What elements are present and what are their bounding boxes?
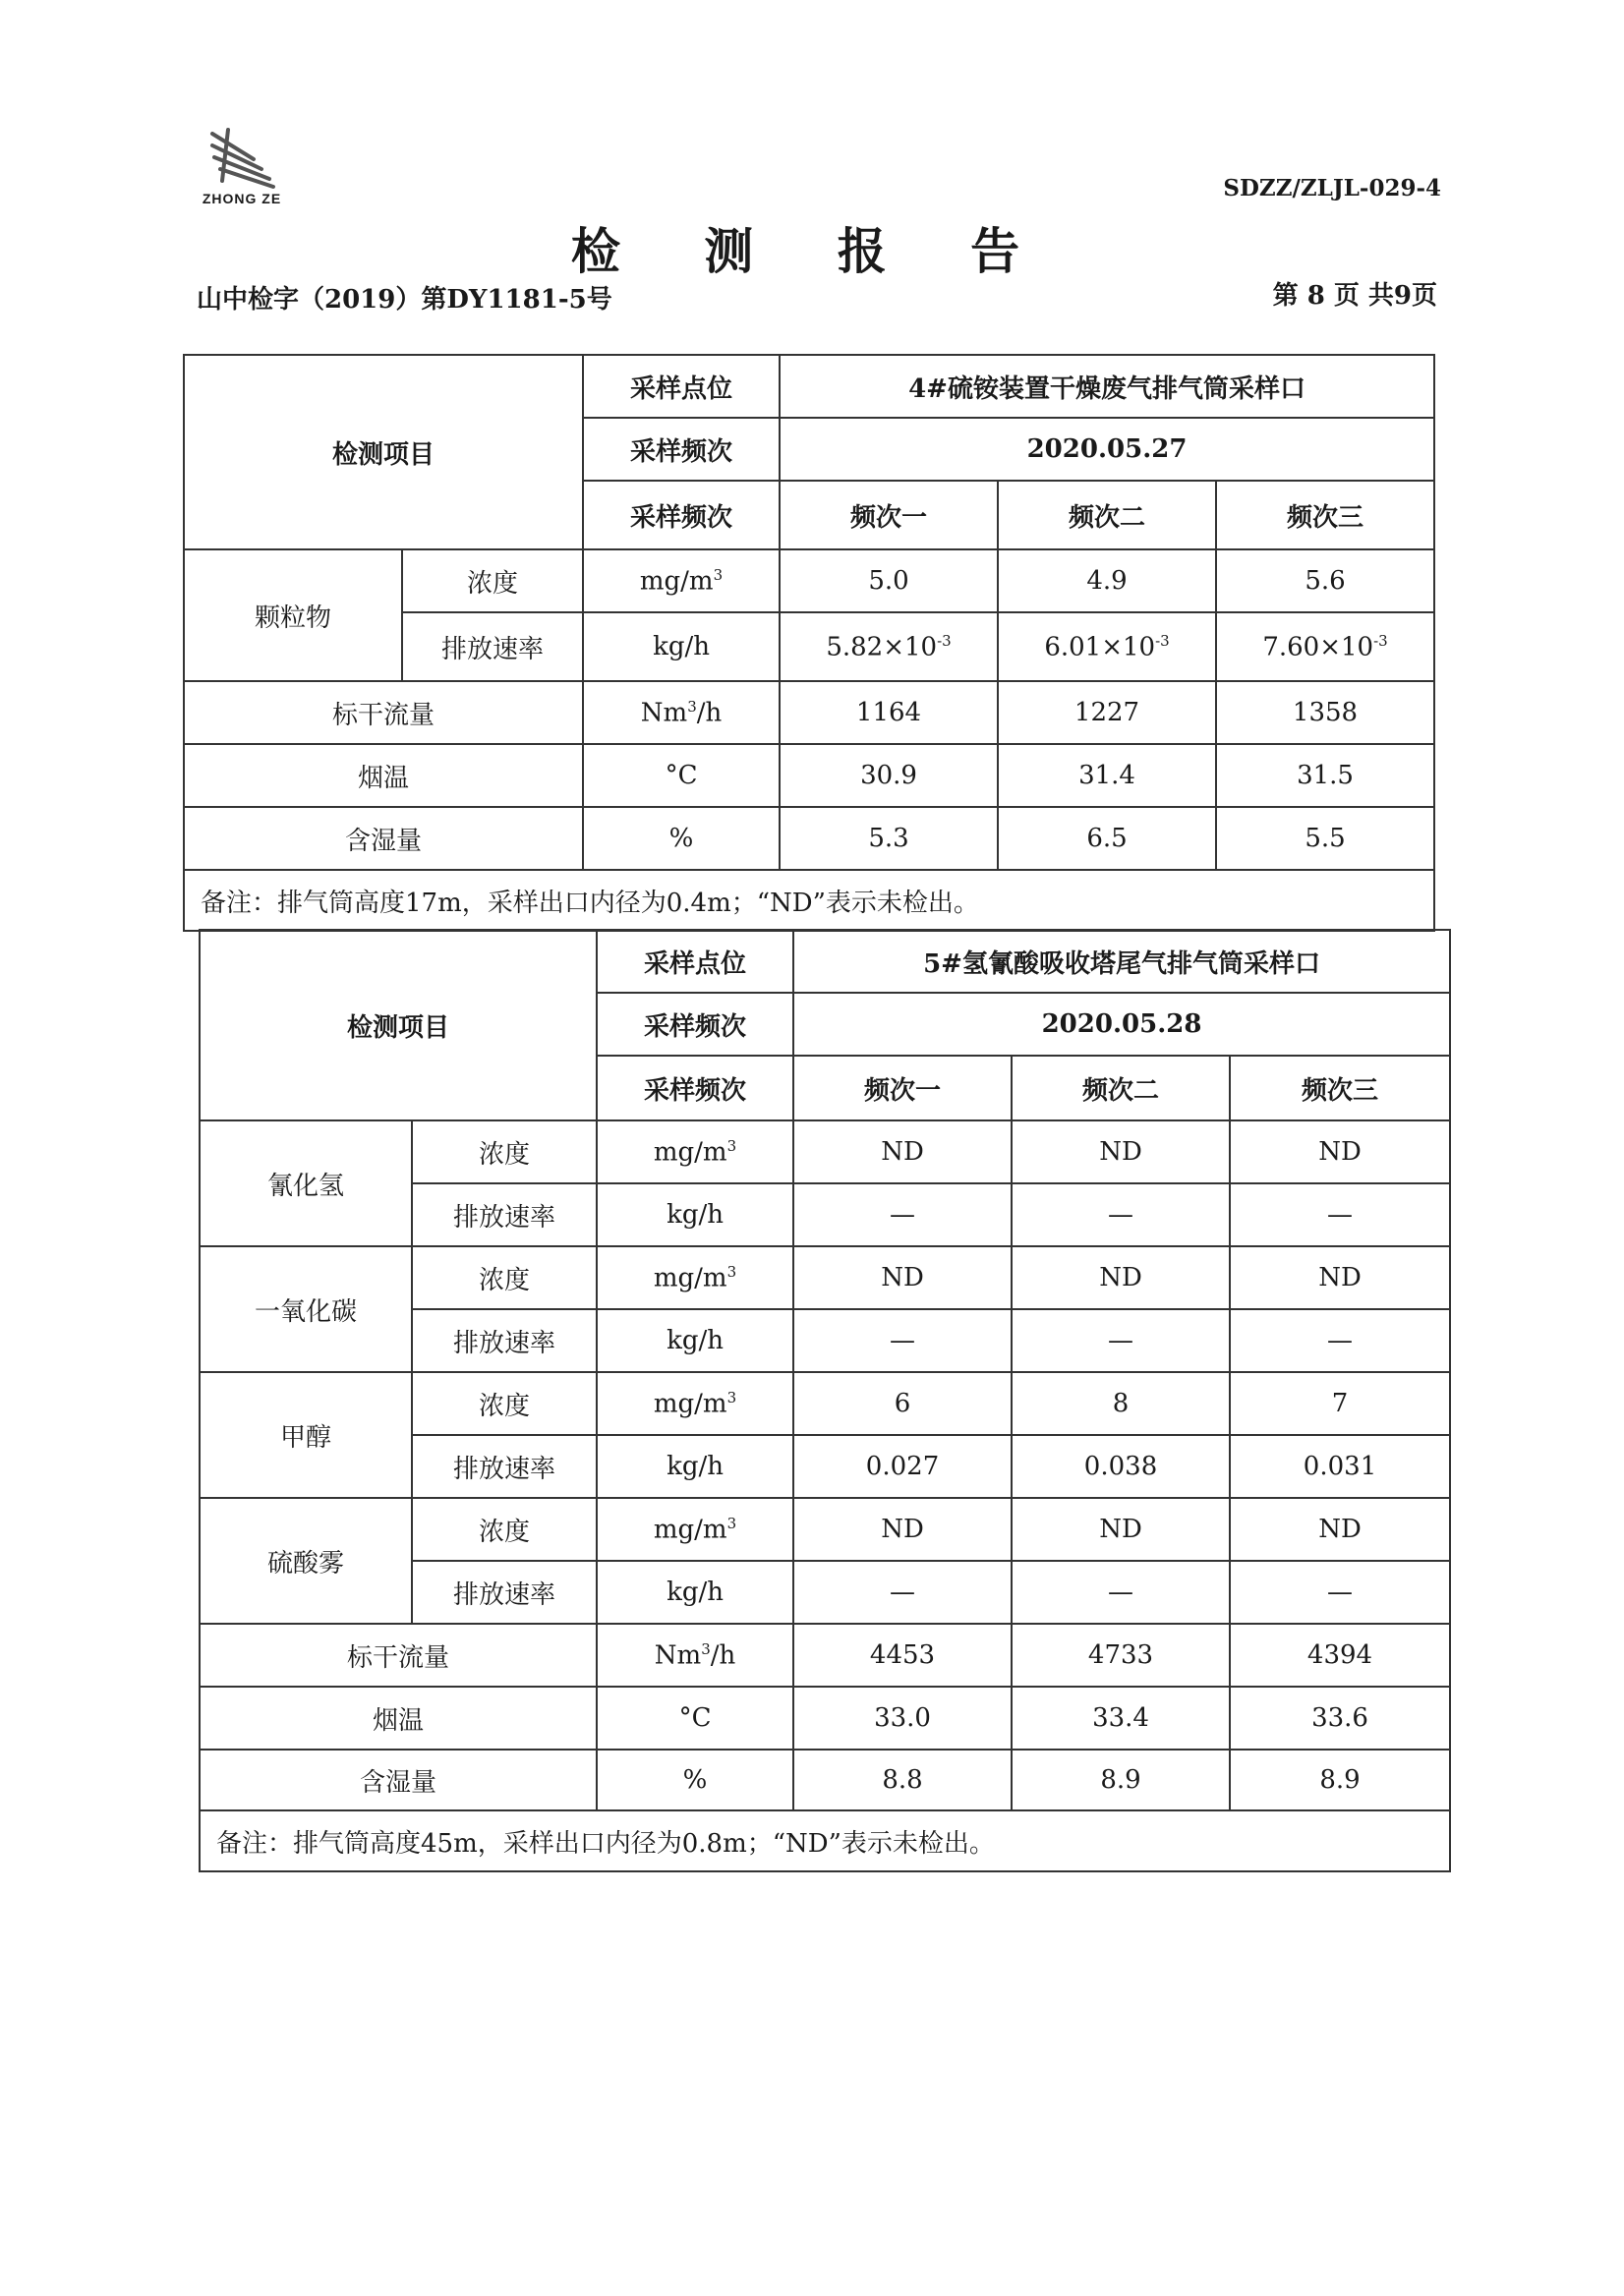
- value-cell: ND: [1012, 1498, 1230, 1561]
- value-cell: ND: [793, 1498, 1012, 1561]
- unit-cell: kg/h: [597, 1183, 793, 1246]
- company-logo: [193, 126, 291, 214]
- sampling-freq-label: 采样频次: [597, 1056, 793, 1120]
- pollutant-name: 甲醇: [200, 1372, 412, 1498]
- item-header: 检测项目: [200, 930, 597, 1120]
- unit-cell: °C: [583, 744, 780, 807]
- freq-header: 频次三: [1216, 481, 1434, 549]
- table-note: 备注：排气筒高度45m，采样出口内径为0.8m；“ND”表示未检出。: [200, 1810, 1450, 1871]
- unit-cell: %: [597, 1750, 793, 1810]
- pollutant-name: 硫酸雾: [200, 1498, 412, 1624]
- unit-cell: Nm$^3$/h: [583, 681, 780, 744]
- value-cell: 1164: [780, 681, 998, 744]
- value-cell: 4733: [1012, 1624, 1230, 1687]
- param-name: 浓度: [402, 549, 583, 612]
- value-cell: 8: [1012, 1372, 1230, 1435]
- freq-header: 频次二: [998, 481, 1216, 549]
- pollutant-name: 一氧化碳: [200, 1246, 412, 1372]
- freq-header: 频次三: [1230, 1056, 1450, 1120]
- param-name: 排放速率: [412, 1435, 597, 1498]
- value-cell: 30.9: [780, 744, 998, 807]
- value-cell: 5.0: [780, 549, 998, 612]
- value-cell: 8.8: [793, 1750, 1012, 1810]
- single-row-name: 烟温: [184, 744, 583, 807]
- unit-cell: kg/h: [597, 1561, 793, 1624]
- value-cell: ND: [1012, 1246, 1230, 1309]
- value-cell: 6: [793, 1372, 1012, 1435]
- page-number: 第 8 页 共9页: [1272, 281, 1437, 311]
- sampling-date: 2020.05.27: [780, 418, 1434, 481]
- single-row-name: 标干流量: [184, 681, 583, 744]
- param-name: 浓度: [412, 1372, 597, 1435]
- freq-header: 频次二: [1012, 1056, 1230, 1120]
- sampling-point-label: 采样点位: [583, 355, 780, 418]
- report-number: 山中检字（2019）第DY1181-5号: [197, 285, 612, 315]
- param-name: 排放速率: [412, 1561, 597, 1624]
- value-cell: ND: [1230, 1498, 1450, 1561]
- pollutant-name: 颗粒物: [184, 549, 402, 681]
- unit-cell: $mg/m^3$: [597, 1372, 793, 1435]
- sampling-point-value: 5#氢氰酸吸收塔尾气排气筒采样口: [793, 930, 1450, 993]
- value-cell: ND: [793, 1246, 1012, 1309]
- sampling-freq-label: 采样频次: [597, 993, 793, 1056]
- value-cell: 1358: [1216, 681, 1434, 744]
- unit-cell: $mg/m^3$: [597, 1498, 793, 1561]
- value-cell: 0.027: [793, 1435, 1012, 1498]
- param-name: 浓度: [412, 1246, 597, 1309]
- value-cell: ND: [1012, 1120, 1230, 1183]
- single-row-name: 标干流量: [200, 1624, 597, 1687]
- value-cell: 8.9: [1230, 1750, 1450, 1810]
- value-cell: 0.038: [1012, 1435, 1230, 1498]
- value-cell: 33.0: [793, 1687, 1012, 1750]
- table-note: 备注：排气筒高度17m，采样出口内径为0.4m；“ND”表示未检出。: [184, 870, 1434, 931]
- value-cell: ND: [793, 1120, 1012, 1183]
- value-cell: —: [1230, 1561, 1450, 1624]
- param-name: 排放速率: [412, 1309, 597, 1372]
- value-cell: 4453: [793, 1624, 1012, 1687]
- value-cell: —: [1230, 1183, 1450, 1246]
- report-table-2: [199, 929, 1451, 1872]
- sampling-freq-label: 采样频次: [583, 481, 780, 549]
- value-cell: ND: [1230, 1246, 1450, 1309]
- param-name: 浓度: [412, 1498, 597, 1561]
- unit-cell: $mg/m^3$: [597, 1246, 793, 1309]
- unit-cell: $mg/m^3$: [597, 1120, 793, 1183]
- value-cell: 5.6: [1216, 549, 1434, 612]
- value-cell: $5.82\times 10^{-3}$: [780, 612, 998, 681]
- value-cell: 31.5: [1216, 744, 1434, 807]
- sampling-date: 2020.05.28: [793, 993, 1450, 1056]
- value-cell: —: [1012, 1183, 1230, 1246]
- value-cell: —: [1230, 1309, 1450, 1372]
- param-name: 排放速率: [402, 612, 583, 681]
- value-cell: $6.01\times 10^{-3}$: [998, 612, 1216, 681]
- logo-text: ZHONG ZE: [202, 191, 282, 206]
- sampling-point-value: 4#硫铵装置干燥废气排气筒采样口: [780, 355, 1434, 418]
- logo-stripes-icon: [193, 126, 291, 191]
- value-cell: $7.60\times 10^{-3}$: [1216, 612, 1434, 681]
- value-cell: —: [793, 1561, 1012, 1624]
- sampling-point-label: 采样点位: [597, 930, 793, 993]
- report-table-1: [183, 354, 1435, 932]
- value-cell: 5.5: [1216, 807, 1434, 870]
- value-cell: ND: [1230, 1120, 1450, 1183]
- unit-cell: %: [583, 807, 780, 870]
- freq-header: 频次一: [793, 1056, 1012, 1120]
- single-row-name: 烟温: [200, 1687, 597, 1750]
- value-cell: 33.4: [1012, 1687, 1230, 1750]
- unit-cell: Nm$^3$/h: [597, 1624, 793, 1687]
- value-cell: 0.031: [1230, 1435, 1450, 1498]
- single-row-name: 含湿量: [184, 807, 583, 870]
- unit-cell: $mg/m^3$: [583, 549, 780, 612]
- value-cell: 31.4: [998, 744, 1216, 807]
- value-cell: —: [793, 1183, 1012, 1246]
- single-row-name: 含湿量: [200, 1750, 597, 1810]
- value-cell: 7: [1230, 1372, 1450, 1435]
- value-cell: 5.3: [780, 807, 998, 870]
- value-cell: 6.5: [998, 807, 1216, 870]
- unit-cell: °C: [597, 1687, 793, 1750]
- value-cell: —: [1012, 1309, 1230, 1372]
- value-cell: —: [1012, 1561, 1230, 1624]
- value-cell: 33.6: [1230, 1687, 1450, 1750]
- value-cell: 8.9: [1012, 1750, 1230, 1810]
- item-header: 检测项目: [184, 355, 583, 549]
- freq-header: 频次一: [780, 481, 998, 549]
- unit-cell: kg/h: [597, 1435, 793, 1498]
- value-cell: 4394: [1230, 1624, 1450, 1687]
- page-title: 检 测 报 告: [570, 222, 1054, 280]
- param-name: 浓度: [412, 1120, 597, 1183]
- value-cell: 1227: [998, 681, 1216, 744]
- value-cell: 4.9: [998, 549, 1216, 612]
- sampling-freq-label: 采样频次: [583, 418, 780, 481]
- value-cell: —: [793, 1309, 1012, 1372]
- pollutant-name: 氰化氢: [200, 1120, 412, 1246]
- document-code: SDZZ/ZLJL-029-4: [1223, 175, 1441, 201]
- param-name: 排放速率: [412, 1183, 597, 1246]
- unit-cell: kg/h: [597, 1309, 793, 1372]
- unit-cell: kg/h: [583, 612, 780, 681]
